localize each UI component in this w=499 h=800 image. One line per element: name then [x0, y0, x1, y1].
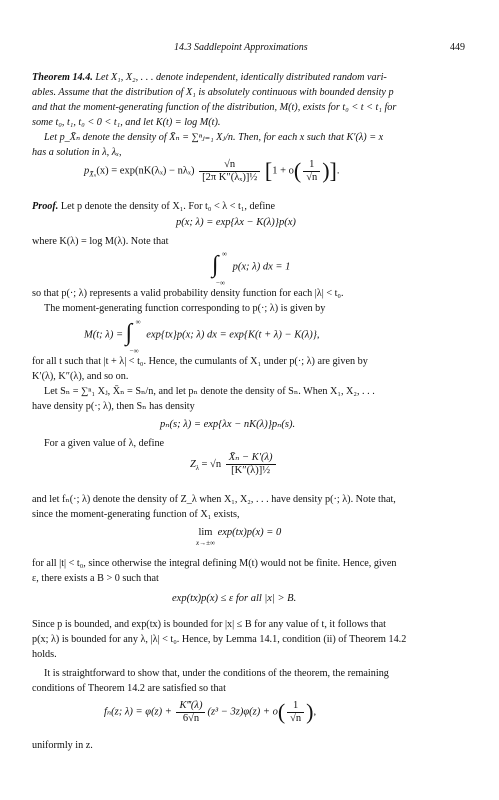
proof-line-19: uniformly in z.	[32, 740, 93, 751]
equation-edgeworth: fₙ(z; λ) = φ(z) + $\frac{K‴(\lambda)}{6√n}$ (z³ − 3z)φ(z) + o( $\frac{1}{√n}$ ),	[104, 699, 317, 724]
section-title: 14.3 Saddlepoint Approximations	[174, 42, 308, 53]
proof-line-13: ε, there exists a B > 0 such that	[32, 573, 159, 584]
proof-line-18: conditions of Theorem 14.2 are satisfied so that	[32, 683, 226, 694]
proof-line-16: holds.	[32, 649, 57, 660]
proof-line-17: It is straightforward to show that, under the conditions of the theorem, the remaining	[44, 668, 389, 679]
equation-sum-density: pₙ(s; λ) = exp{λx − nK(λ)}pₙ(s).	[160, 419, 296, 430]
theorem-line-5: Let p_X̄ₙ denote the density of X̄ₙ = ∑ⁿⱼ₌₁ Xⱼ/n. Then, for each x such that K′(λ) = x	[44, 132, 384, 143]
proof-line-15: p(x; λ) is bounded for any λ, |λ| < t₀. Hence, by Lemma 14.1, condition (ii) of Theorem 14.2	[32, 634, 407, 645]
equation-z-lambda: $Z_\lambda = √n$ $\frac{\text{X̄ₙ − K′(λ)}}{\text{[K″(λ)]½}}$	[190, 452, 278, 477]
proof-line-14: Since p is bounded, and exp(tx) is bounded for |x| ≤ B for any value of t, it follows that	[32, 619, 387, 630]
theorem-line-1: Theorem 14.4. Let X₁, X₂, . . . denote independent, identically distributed random vari-	[32, 72, 387, 83]
proof-line-10: and let fₙ(·; λ) denote the density of Z_λ when X₁, X₂, . . . have density p(·; λ). Note that,	[32, 494, 396, 505]
equation-bound: exp(tx)p(x) ≤ ε for all |x| > B.	[172, 593, 297, 604]
equation-integral-one: ∫ ∞ −∞ p(x; λ) dx = 1	[212, 250, 291, 287]
theorem-line-2: ables. Assume that the distribution of X₁ is absolutely continuous with bounded density p	[32, 87, 394, 98]
proof-line-5: for all t such that |t + λ| < t₀. Hence, the cumulants of X₁ under p(·; λ) are given by	[32, 356, 368, 367]
page-number: 449	[450, 42, 465, 53]
proof-line-8: have density p(·; λ), then Sₙ has density	[32, 401, 195, 412]
proof-label: Proof.	[32, 201, 59, 212]
fraction: $\frac{√n}{\text{[2π K″(λₓ)]½}}$	[199, 159, 260, 184]
equation-saddlepoint: $p_{X̄_n}(x) = \exp(nK(\lambda_x) - n\lambda_x)$ $\frac{√n}{\text{[2π K″(λₓ)]½}}$ [1 + o( $\frac{1}{√n}$ )].	[84, 158, 340, 183]
proof-line-3: so that p(·; λ) represents a valid probability density function for each |λ| < t₀.	[32, 288, 344, 299]
theorem-line-6: has a solution in λ, λₓ,	[32, 147, 122, 158]
theorem-line-3: and that the moment-generating function of the distribution, M(t), exists for t₀ < t < t₁ for	[32, 102, 397, 113]
theorem-label: Theorem 14.4.	[32, 72, 93, 83]
proof-line-2: where K(λ) = log M(λ). Note that	[32, 236, 169, 247]
equation-mgf: M(t; λ) = ∫ ∞ −∞ exp{tx}p(x; λ) dx = exp{K(t + λ) − K(λ)},	[84, 318, 320, 355]
theorem-line-4: some t₀, t₁, t₀ < 0 < t₁, and let K(t) = log M(t).	[32, 117, 221, 128]
proof-line-4: The moment-generating function corresponding to p(·; λ) is given by	[44, 303, 326, 314]
proof-line-9: For a given value of λ, define	[44, 438, 165, 449]
proof-line-12: for all |t| < t₀, since otherwise the integral defining M(t) would not be finite. Hence, given	[32, 558, 397, 569]
running-header	[32, 42, 467, 56]
proof-line-1: Proof. Let p denote the density of X₁. For t₀ < λ < t₁, define	[32, 201, 275, 212]
proof-line-11: since the moment-generating function of X₁ exists,	[32, 509, 240, 520]
proof-line-6: K′(λ), K″(λ), and so on.	[32, 371, 129, 382]
equation-tilted-density: p(x; λ) = exp{λx − K(λ)}p(x)	[176, 217, 296, 228]
proof-line-7: Let Sₙ = ∑ⁿ₁ Xⱼ, X̄ₙ = Sₙ/n, and let pₙ denote the density of Sₙ. When X₁, X₂, . . .	[44, 386, 375, 397]
equation-limit: lim x→±∞ exp(tx)p(x) = 0	[196, 527, 282, 547]
